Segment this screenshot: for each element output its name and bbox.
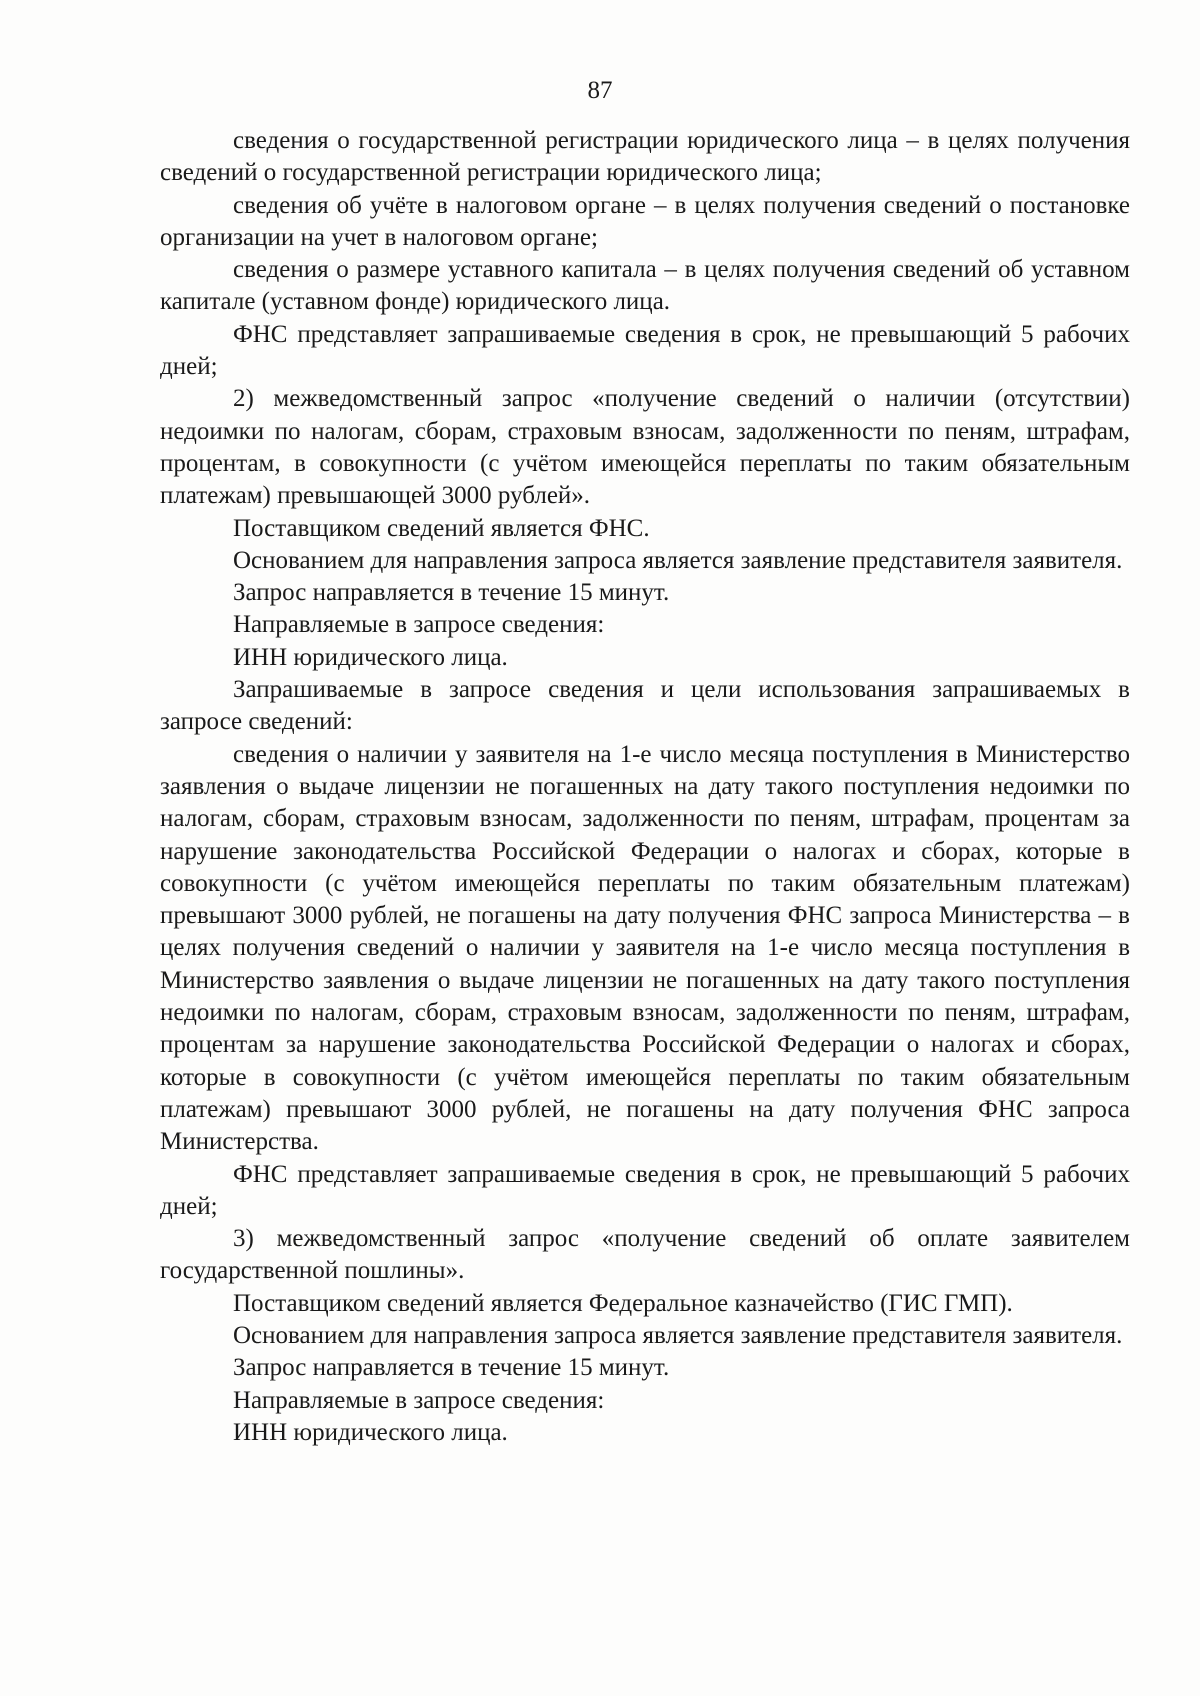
paragraph: Поставщиком сведений является ФНС. bbox=[233, 514, 650, 542]
paragraph: 2) межведомственный запрос «получение сведений о наличии (отсутствии) недоимки по налогам, сборам, страховым взносам, задолженности по пеням, штрафам, процентам, в совокупности (с учётом имеющейся переплаты по таким обязательным платежам) превышающей 3000 рублей». bbox=[160, 385, 1130, 510]
paragraph: Запрашиваемые в запросе сведения и цели использования запрашиваемых в запросе сведений: bbox=[160, 676, 1130, 736]
paragraph: сведения о наличии у заявителя на 1-е число месяца поступления в Министерство заявления о выдаче лицензии не погашенных на дату такого поступления недоимки по налогам, сборам, страховым взносам, задолженности по пеням, штрафам, процентам за нарушение законодательства Российской Федерации о налогах и сборах, которые в совокупности (с учётом имеющейся переплаты по таким обязательным платежам) превышают 3000 рублей, не погашены на дату получения ФНС запроса Министерства – в целях получения сведений о наличии у заявителя на 1-е число месяца поступления в Министерство заявления о выдаче лицензии не погашенных на дату такого поступления недоимки по налогам, сборам, страховым взносам, задолженности по пеням, штрафам, процентам за нарушение законодательства Российской Федерации о налогах и сборах, которые в совокупности (с учётом имеющейся переплаты по таким обязательным платежам) превышают 3000 рублей, не погашены на дату получения ФНС запроса Министерства. bbox=[160, 740, 1130, 1156]
paragraph: Основанием для направления запроса является заявление представителя заявителя. bbox=[233, 546, 1123, 574]
paragraph: Запрос направляется в течение 15 минут. bbox=[233, 1354, 670, 1382]
paragraph: сведения о государственной регистрации юридического лица – в целях получения сведений о государственной регистрации юридического лица; bbox=[160, 127, 1130, 187]
paragraph: ФНС представляет запрашиваемые сведения в срок, не превышающий 5 рабочих дней; bbox=[160, 1160, 1130, 1220]
paragraph: Запрос направляется в течение 15 минут. bbox=[233, 579, 670, 607]
paragraph: сведения о размере уставного капитала – в целях получения сведений об уставном капитале (уставном фонде) юридического лица. bbox=[160, 256, 1130, 316]
paragraph: сведения об учёте в налоговом органе – в целях получения сведений о постановке организации на учет в налоговом органе; bbox=[160, 191, 1130, 251]
paragraph: 3) межведомственный запрос «получение сведений об оплате заявителем государственной пошлины». bbox=[160, 1225, 1130, 1285]
paragraph: Направляемые в запросе сведения: bbox=[233, 611, 605, 639]
page-number: 87 bbox=[587, 77, 613, 104]
paragraph: ИНН юридического лица. bbox=[233, 1418, 508, 1446]
paragraph: ИНН юридического лица. bbox=[233, 643, 508, 671]
document-body bbox=[160, 125, 1130, 1449]
paragraph: Поставщиком сведений является Федеральное казначейство (ГИС ГМП). bbox=[233, 1289, 1013, 1317]
paragraph: ФНС представляет запрашиваемые сведения в срок, не превышающий 5 рабочих дней; bbox=[160, 320, 1130, 381]
paragraph: Направляемые в запросе сведения: bbox=[233, 1386, 605, 1414]
paragraph: Основанием для направления запроса является заявление представителя заявителя. bbox=[233, 1321, 1123, 1349]
